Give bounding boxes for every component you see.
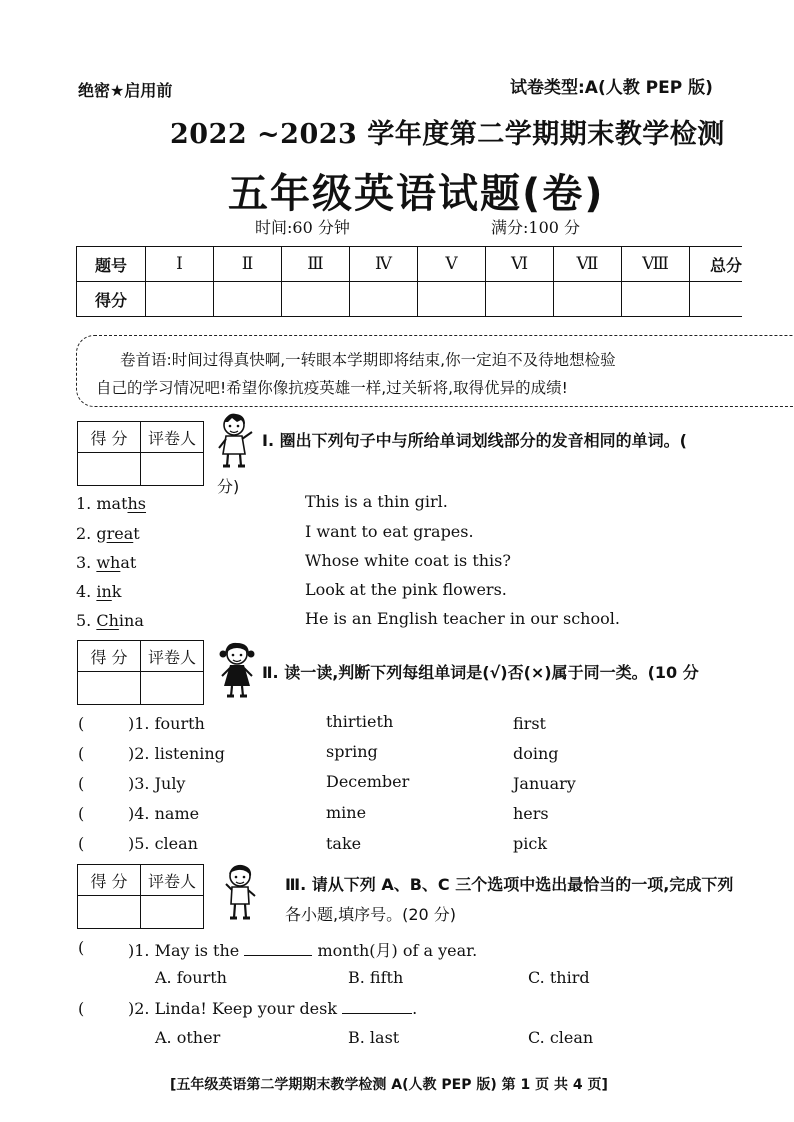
notice-line-2: 自己的学习情况吧!希望你像抗疫英雄一样,过关斩将,取得优异的成绩! (96, 379, 568, 397)
s1-item-5-sentence[interactable]: He is an English teacher in our school. (305, 609, 620, 628)
score-cell[interactable] (78, 896, 141, 929)
s1-item-2-word: 2. great (76, 524, 140, 543)
reviewer-label: 评卷人 (141, 865, 204, 896)
score-cell[interactable] (146, 282, 214, 317)
s2-item-3-label: )3. July (128, 774, 186, 793)
grader-box (77, 864, 204, 929)
column-3: Ⅲ (282, 247, 350, 282)
s3-q2-option-c[interactable]: C. clean (528, 1028, 594, 1047)
answer-paren[interactable]: ( (78, 744, 85, 763)
s2-item-2-word-3: doing (513, 744, 559, 763)
cartoon-student-icon (214, 412, 258, 470)
s2-item-4-word-3: hers (513, 804, 549, 823)
s2-item-4-word-2: mine (326, 803, 367, 822)
reviewer-cell[interactable] (141, 896, 204, 929)
s3-q1-option-b[interactable]: B. fifth (348, 968, 404, 987)
score-cell[interactable] (418, 282, 486, 317)
s3-q2-option-a[interactable]: A. other (155, 1028, 221, 1047)
score-table-header-row (77, 247, 743, 282)
grader-box (77, 421, 204, 486)
column-2: Ⅱ (214, 247, 282, 282)
s1-item-4-word: 4. ink (76, 582, 122, 601)
answer-paren[interactable]: ( (78, 714, 85, 733)
reviewer-cell[interactable] (141, 453, 204, 486)
s1-item-2-sentence[interactable]: I want to eat grapes. (305, 522, 474, 541)
total-score-cell[interactable] (690, 282, 743, 317)
score-label: 得 分 (78, 422, 141, 453)
answer-blank[interactable] (342, 1013, 412, 1014)
answer-paren[interactable]: ( (78, 804, 85, 823)
column-5: Ⅴ (418, 247, 486, 282)
s3-q1-option-c[interactable]: C. third (528, 968, 590, 987)
score-cell[interactable] (554, 282, 622, 317)
column-8: Ⅷ (622, 247, 690, 282)
s2-item-1-label: )1. fourth (128, 714, 205, 733)
score-table (76, 246, 742, 317)
grader-box (77, 640, 204, 705)
section-1-title: Ⅰ. 圈出下列句子中与所给单词划线部分的发音相同的单词。( (262, 431, 687, 450)
score-label: 得 分 (78, 641, 141, 672)
score-cell[interactable] (622, 282, 690, 317)
s2-item-2-word-2: spring (326, 742, 378, 761)
s2-item-5-word-3: pick (513, 834, 548, 853)
paper-title: 五年级英语试题(卷) (228, 171, 605, 217)
page-footer: [五年级英语第二学期期末教学检测 A(人教 PEP 版) 第 1 页 共 4 页] (170, 1077, 608, 1093)
reviewer-cell[interactable] (141, 672, 204, 705)
s2-item-4-label: )4. name (128, 804, 200, 823)
s3-q1-option-a[interactable]: A. fourth (155, 968, 227, 987)
score-label: 得 分 (78, 865, 141, 896)
answer-paren[interactable]: ( (78, 938, 85, 957)
score-cell[interactable] (282, 282, 350, 317)
reviewer-label: 评卷人 (141, 641, 204, 672)
s2-item-3-word-2: December (326, 772, 410, 791)
column-1: Ⅰ (146, 247, 214, 282)
s2-item-1-word-2: thirtieth (326, 712, 394, 731)
s1-item-3-word: 3. what (76, 553, 137, 572)
section-3-title: Ⅲ. 请从下列 A、B、C 三个选项中选出最恰当的一项,完成下列 (285, 875, 734, 894)
s3-q2-option-b[interactable]: B. last (348, 1028, 400, 1047)
score-cell[interactable] (350, 282, 418, 317)
section-2-title: Ⅱ. 读一读,判断下列每组单词是(√)否(×)属于同一类。(10 分 (262, 663, 699, 682)
score-cell[interactable] (214, 282, 282, 317)
answer-paren[interactable]: ( (78, 774, 85, 793)
notice-line-1: 卷首语:时间过得真快啊,一转眼本学期即将结束,你一定迫不及待地想检验 (120, 351, 616, 369)
cartoon-boy-icon (218, 864, 262, 922)
s1-item-4-sentence[interactable]: Look at the pink flowers. (305, 580, 507, 599)
s2-item-1-word-3: first (513, 714, 546, 733)
s2-item-3-word-3: January (513, 774, 576, 793)
exam-title: 2022 ~2023 学年度第二学期期末教学检测 (170, 119, 725, 150)
secret-label: 绝密★启用前 (78, 81, 173, 100)
column-4: Ⅳ (350, 247, 418, 282)
score-label: 得分 (77, 282, 146, 317)
score-cell[interactable] (78, 672, 141, 705)
s2-item-5-word-2: take (326, 834, 362, 853)
s1-item-5-word: 5. China (76, 611, 144, 630)
answer-paren[interactable]: ( (78, 834, 85, 853)
question-number-label: 题号 (77, 247, 146, 282)
s2-item-5-label: )5. clean (128, 834, 198, 853)
s1-item-1-sentence[interactable]: This is a thin girl. (305, 492, 448, 511)
section-1-title-cont: 分) (217, 477, 240, 496)
section-3-title-cont: 各小题,填序号。(20 分) (285, 905, 457, 924)
answer-paren[interactable]: ( (78, 999, 85, 1018)
score-table-score-row (77, 282, 743, 317)
cartoon-girl-icon (216, 642, 260, 700)
time-label: 时间:60 分钟 (255, 218, 350, 237)
column-6: Ⅵ (486, 247, 554, 282)
s3-question-2: )2. Linda! Keep your desk . (128, 999, 418, 1018)
paper-type-label: 试卷类型:A(人教 PEP 版) (510, 78, 713, 98)
s3-question-1: )1. May is the month(月) of a year. (128, 941, 478, 960)
full-score-label: 满分:100 分 (491, 218, 581, 237)
reviewer-label: 评卷人 (141, 422, 204, 453)
s2-item-2-label: )2. listening (128, 744, 225, 763)
score-cell[interactable] (486, 282, 554, 317)
column-7: Ⅶ (554, 247, 622, 282)
answer-blank[interactable] (244, 955, 312, 956)
total-label: 总分 (690, 247, 743, 282)
score-cell[interactable] (78, 453, 141, 486)
s1-item-3-sentence[interactable]: Whose white coat is this? (305, 551, 511, 570)
s1-item-1-word: 1. maths (76, 494, 147, 513)
